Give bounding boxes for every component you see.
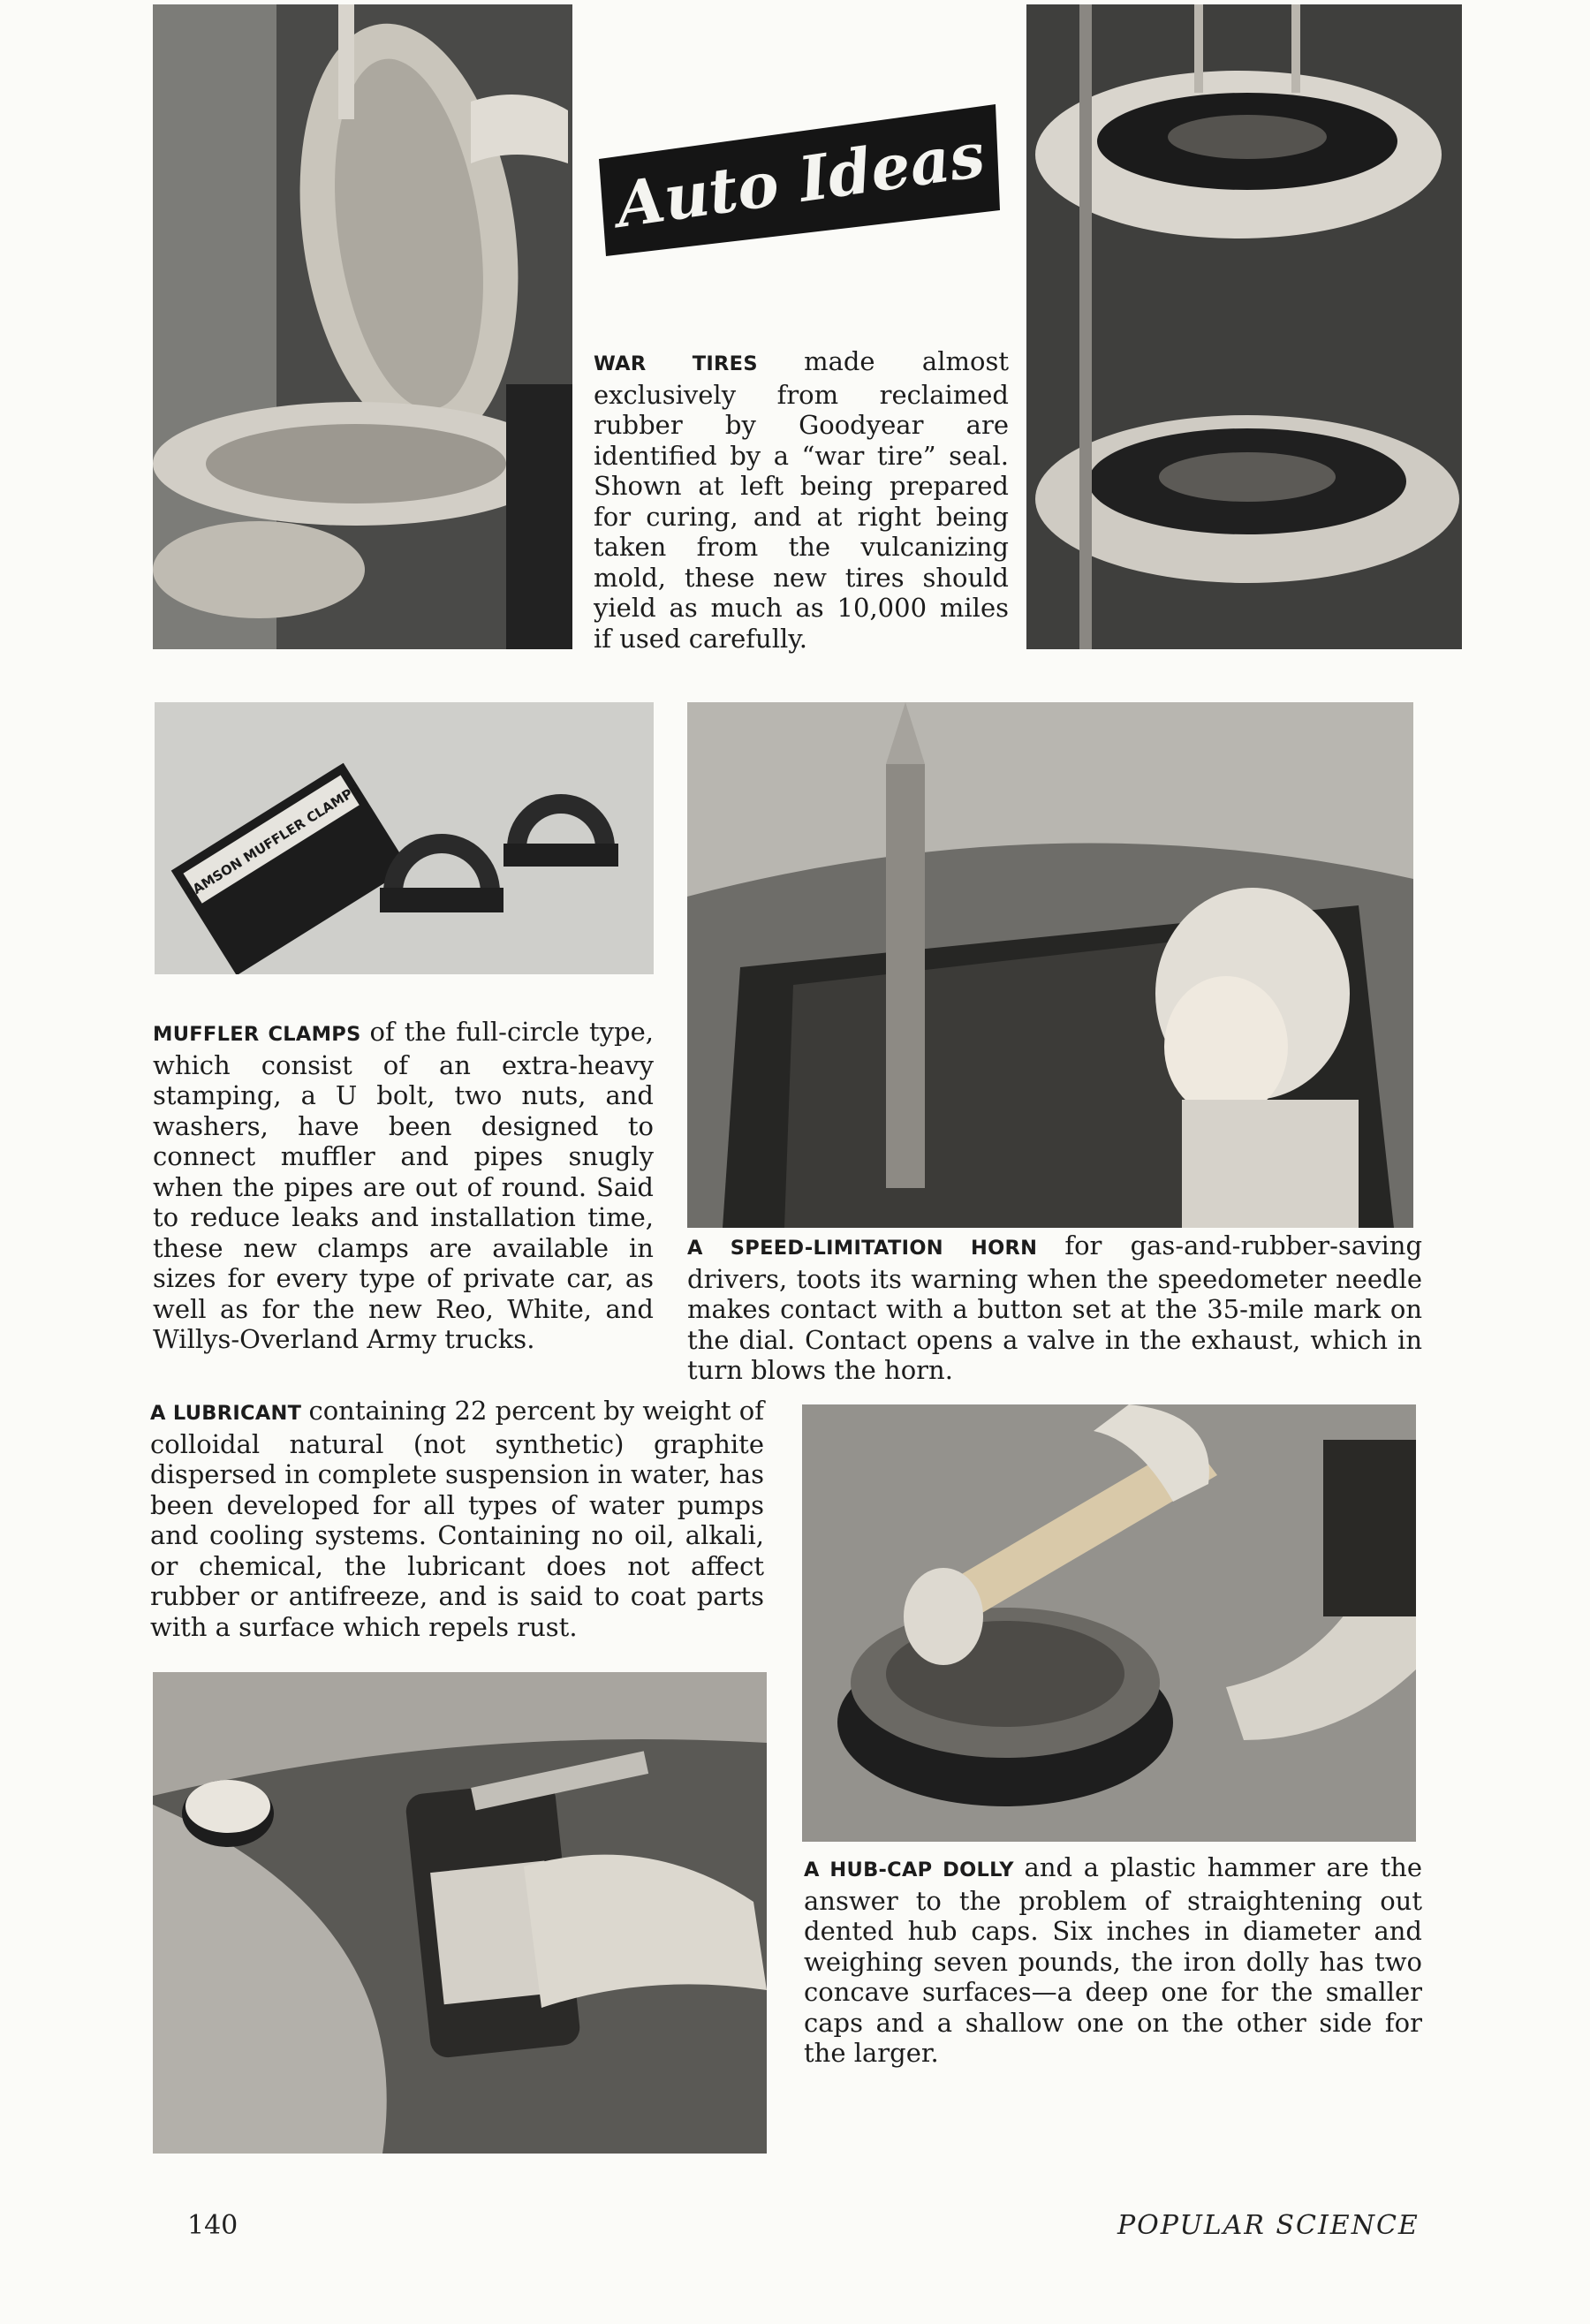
caption-lubricant [150,1396,764,1642]
lead-muffler-clamps: MUFFLER CLAMPS [153,1023,370,1046]
banner-graphic [594,97,1009,261]
body-speed-horn: for gas-and-rubber-saving drivers, toots its warning when the speedometer needle makes contact with a button set at the 35-mile mark on the dial. Contact opens a valve in the exhaust, which in turn blows the horn. [687,1230,1423,1385]
photo-tire-mold [1026,4,1462,649]
page-number: 140 [187,2210,238,2241]
body-hub-cap-dolly: and a plastic hammer are the answer to the problem of straightening out dented hub caps. Six inches in diameter and weighing seven pounds, the iron dolly has two concave surfaces—a deep one for the smaller caps and a shallow one on the other side for the larger. [804,1852,1422,2068]
body-war-tires: made almost exclusively from reclaimed rubber by Goodyear are identified by a “war tire” seal. Shown at left being prepared for curing, and at right being taken from the vulcanizing mold, these new tires should yield as much as 10,000 miles if used carefully. [594,346,1009,654]
section-title: Auto Ideas [611,117,989,242]
lead-lubricant: A LUBRICANT [150,1402,309,1425]
photo-tire-curing [153,4,572,649]
caption-muffler-clamps [153,1017,654,1355]
photo-lubricant [153,1672,767,2154]
lead-hub-cap-dolly: A HUB-CAP DOLLY [804,1858,1025,1881]
photo-speed-horn [687,702,1413,1228]
clamp-box-label: SAMSON MUFFLER CLAMPS [181,780,364,903]
magazine-name: POPULAR SCIENCE [1117,2210,1420,2241]
photo-hub-cap-dolly [802,1404,1416,1842]
photo-muffler-clamps [155,702,654,974]
lead-speed-horn: A SPEED-LIMITATION HORN [687,1237,1065,1260]
caption-hub-cap-dolly [804,1852,1422,2069]
lead-war-tires: WAR TIRES [594,352,805,375]
caption-war-tires [594,346,1009,654]
caption-speed-horn [687,1230,1422,1386]
body-lubricant: containing 22 percent by weight of colloidal natural (not synthetic) graphite dispersed in complete suspension in water, has been developed for all types of water pumps and cooling systems. Containing no oil, alkali, or chemical, the lubricant does not affect rubber or antifreeze, and is said to coat parts with a surface which repels rust. [150,1396,764,1642]
section-header-banner [594,97,1009,261]
body-muffler-clamps: of the full-circle type, which consist of an extra-heavy stamping, a U bolt, two nuts, and washers, have been designed to connect muffler and pipes snugly when the pipes are out of round. Said to reduce leaks and installation time, these new clamps are available in sizes for every type of private car, as well as for the new Reo, White, and Willys-Overland Army trucks. [153,1017,654,1354]
